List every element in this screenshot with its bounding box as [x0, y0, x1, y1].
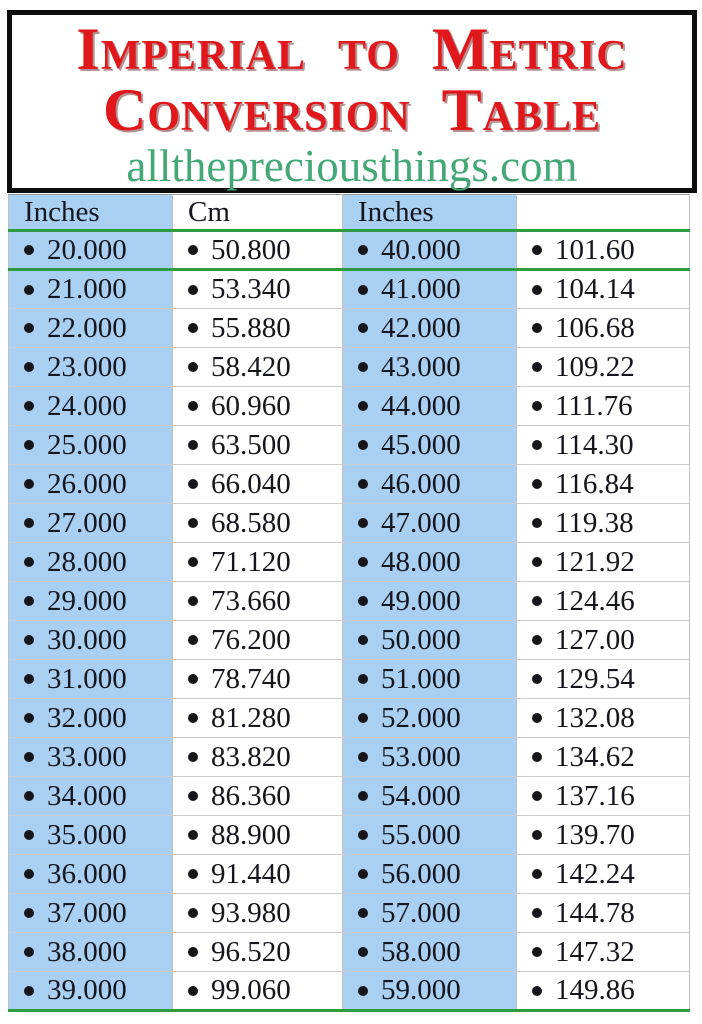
bullet-icon	[24, 830, 34, 840]
cell-inches	[9, 582, 173, 621]
cell-value: 60.960	[211, 389, 291, 422]
table-row	[9, 465, 690, 504]
cell-inches	[343, 894, 517, 933]
bullet-icon	[24, 908, 34, 918]
cell-cm	[517, 231, 690, 270]
bullet-icon	[188, 362, 198, 372]
table-row	[9, 348, 690, 387]
cell-value: 51.000	[381, 662, 461, 695]
bullet-icon	[24, 674, 34, 684]
bullet-icon	[532, 557, 542, 567]
cell-cm	[173, 426, 343, 465]
cell-value: 26.000	[47, 467, 127, 500]
bullet-icon	[532, 830, 542, 840]
column-header-cm-1: Cm	[173, 195, 343, 231]
bullet-icon	[188, 674, 198, 684]
cell-inches	[9, 309, 173, 348]
cell-inches	[343, 543, 517, 582]
cell-cm	[173, 543, 343, 582]
cell-inches	[343, 855, 517, 894]
cell-value: 36.000	[47, 857, 127, 890]
bullet-icon	[532, 285, 542, 295]
cell-cm	[517, 894, 690, 933]
bullet-icon	[24, 479, 34, 489]
cell-value: 139.70	[555, 818, 635, 851]
cell-value: 147.32	[555, 935, 635, 968]
cell-cm	[173, 816, 343, 855]
bullet-icon	[188, 245, 198, 255]
bullet-icon	[358, 285, 368, 295]
cell-cm	[517, 777, 690, 816]
cell-cm	[517, 621, 690, 660]
cell-value: 106.68	[555, 311, 635, 344]
cell-value: 31.000	[47, 662, 127, 695]
table-row	[9, 426, 690, 465]
cell-value: 32.000	[47, 701, 127, 734]
bullet-icon	[24, 362, 34, 372]
cell-cm	[517, 972, 690, 1011]
cell-cm	[173, 699, 343, 738]
cell-value: 119.38	[555, 506, 634, 539]
bullet-icon	[358, 479, 368, 489]
conversion-table	[8, 194, 690, 1012]
cell-value: 24.000	[47, 389, 127, 422]
bullet-icon	[532, 947, 542, 957]
bullet-icon	[358, 440, 368, 450]
bullet-icon	[188, 791, 198, 801]
cell-value: 96.520	[211, 935, 291, 968]
cell-value: 53.340	[211, 273, 291, 305]
bullet-icon	[532, 401, 542, 411]
cell-cm	[173, 504, 343, 543]
cell-value: 101.60	[555, 233, 635, 266]
cell-cm	[173, 972, 343, 1011]
cell-value: 40.000	[381, 233, 461, 266]
bullet-icon	[188, 596, 198, 606]
column-header-blank	[517, 195, 690, 231]
cell-value: 46.000	[381, 467, 461, 500]
cell-value: 144.78	[555, 896, 635, 929]
title-line-1: Imperial to Metric	[76, 16, 628, 82]
cell-cm	[517, 738, 690, 777]
cell-value: 34.000	[47, 779, 127, 812]
cell-inches	[343, 309, 517, 348]
cell-inches	[9, 426, 173, 465]
table-row	[9, 231, 690, 270]
cell-value: 58.420	[211, 350, 291, 383]
cell-inches	[9, 387, 173, 426]
bullet-icon	[24, 713, 34, 723]
cell-inches	[9, 738, 173, 777]
bullet-icon	[24, 986, 34, 996]
cell-value: 109.22	[555, 350, 635, 383]
cell-value: 33.000	[47, 740, 127, 773]
bullet-icon	[188, 401, 198, 411]
cell-cm	[173, 387, 343, 426]
cell-cm	[517, 504, 690, 543]
table-row	[9, 738, 690, 777]
cell-cm	[517, 699, 690, 738]
cell-value: 28.000	[47, 545, 127, 578]
bullet-icon	[188, 518, 198, 528]
cell-value: 132.08	[555, 701, 635, 734]
bullet-icon	[24, 791, 34, 801]
cell-value: 129.54	[555, 662, 635, 695]
cell-cm	[517, 387, 690, 426]
bullet-icon	[24, 518, 34, 528]
bullet-icon	[358, 362, 368, 372]
cell-cm	[517, 465, 690, 504]
cell-cm	[173, 894, 343, 933]
cell-value: 86.360	[211, 779, 291, 812]
cell-value: 121.92	[555, 545, 635, 578]
cell-inches	[9, 504, 173, 543]
bullet-icon	[358, 791, 368, 801]
cell-value: 30.000	[47, 623, 127, 656]
cell-value: 93.980	[211, 896, 291, 929]
column-header-inches-2: Inches	[343, 195, 517, 231]
table-row	[9, 621, 690, 660]
cell-cm	[173, 582, 343, 621]
cell-cm	[517, 660, 690, 699]
bullet-icon	[188, 635, 198, 645]
cell-cm	[517, 933, 690, 972]
cell-cm	[173, 777, 343, 816]
bullet-icon	[532, 245, 542, 255]
cell-value: 44.000	[381, 389, 461, 422]
column-header-inches-0: Inches	[9, 195, 173, 231]
cell-inches	[343, 504, 517, 543]
cell-cm	[173, 309, 343, 348]
cell-value: 48.000	[381, 545, 461, 578]
cell-inches	[343, 582, 517, 621]
cell-inches	[9, 270, 173, 309]
bullet-icon	[358, 674, 368, 684]
cell-value: 42.000	[381, 311, 461, 344]
cell-value: 39.000	[47, 974, 127, 1006]
cell-inches	[9, 543, 173, 582]
cell-value: 78.740	[211, 662, 291, 695]
cell-value: 57.000	[381, 896, 461, 929]
cell-inches	[9, 621, 173, 660]
bullet-icon	[188, 830, 198, 840]
bullet-icon	[358, 830, 368, 840]
bullet-icon	[358, 518, 368, 528]
table-row	[9, 309, 690, 348]
cell-cm	[517, 309, 690, 348]
bullet-icon	[188, 323, 198, 333]
cell-cm	[517, 582, 690, 621]
cell-inches	[343, 660, 517, 699]
cell-inches	[343, 465, 517, 504]
table-row	[9, 387, 690, 426]
cell-value: 91.440	[211, 857, 291, 890]
cell-value: 81.280	[211, 701, 291, 734]
bullet-icon	[24, 557, 34, 567]
bullet-icon	[532, 791, 542, 801]
cell-value: 71.120	[211, 545, 291, 578]
bullet-icon	[532, 908, 542, 918]
cell-cm	[173, 855, 343, 894]
table-row	[9, 270, 690, 309]
cell-value: 25.000	[47, 428, 127, 461]
cell-cm	[517, 543, 690, 582]
bullet-icon	[532, 596, 542, 606]
bullet-icon	[532, 752, 542, 762]
table-row	[9, 543, 690, 582]
cell-inches	[9, 933, 173, 972]
cell-inches	[343, 933, 517, 972]
cell-inches	[343, 231, 517, 270]
cell-value: 83.820	[211, 740, 291, 773]
cell-value: 76.200	[211, 623, 291, 656]
conversion-table-body	[9, 231, 690, 1011]
cell-value: 58.000	[381, 935, 461, 968]
table-row	[9, 582, 690, 621]
cell-value: 50.800	[211, 233, 291, 266]
cell-value: 20.000	[47, 233, 127, 266]
bullet-icon	[24, 869, 34, 879]
bullet-icon	[532, 518, 542, 528]
cell-value: 55.000	[381, 818, 461, 851]
cell-value: 45.000	[381, 428, 461, 461]
bullet-icon	[532, 713, 542, 723]
cell-value: 59.000	[381, 974, 461, 1006]
cell-value: 114.30	[555, 428, 634, 461]
cell-value: 52.000	[381, 701, 461, 734]
bullet-icon	[532, 440, 542, 450]
bullet-icon	[358, 947, 368, 957]
bullet-icon	[358, 752, 368, 762]
cell-inches	[9, 660, 173, 699]
table-row	[9, 855, 690, 894]
cell-inches	[9, 699, 173, 738]
cell-value: 22.000	[47, 311, 127, 344]
cell-value: 53.000	[381, 740, 461, 773]
table-row	[9, 777, 690, 816]
bullet-icon	[188, 908, 198, 918]
bullet-icon	[532, 362, 542, 372]
cell-inches	[343, 699, 517, 738]
bullet-icon	[188, 285, 198, 295]
cell-value: 111.76	[555, 389, 633, 422]
cell-cm	[173, 465, 343, 504]
website-text: allthepreciousthings.com	[126, 141, 578, 191]
cell-inches	[343, 348, 517, 387]
cell-inches	[9, 777, 173, 816]
header-box	[7, 10, 697, 193]
cell-cm	[173, 270, 343, 309]
cell-inches	[343, 270, 517, 309]
cell-cm	[517, 348, 690, 387]
bullet-icon	[532, 674, 542, 684]
cell-inches	[9, 231, 173, 270]
bullet-icon	[358, 596, 368, 606]
header-row	[9, 195, 690, 231]
cell-inches	[343, 816, 517, 855]
cell-cm	[173, 231, 343, 270]
bullet-icon	[358, 323, 368, 333]
bullet-icon	[188, 440, 198, 450]
bullet-icon	[532, 479, 542, 489]
cell-value: 104.14	[555, 273, 635, 305]
cell-cm	[517, 270, 690, 309]
title-line-2: Conversion Table	[102, 77, 602, 143]
bullet-icon	[188, 557, 198, 567]
cell-value: 124.46	[555, 584, 635, 617]
bullet-icon	[188, 947, 198, 957]
bullet-icon	[24, 245, 34, 255]
bullet-icon	[188, 986, 198, 996]
cell-value: 88.900	[211, 818, 291, 851]
cell-value: 21.000	[47, 273, 127, 305]
cell-inches	[343, 777, 517, 816]
cell-inches	[343, 387, 517, 426]
cell-value: 149.86	[555, 974, 635, 1006]
bullet-icon	[24, 635, 34, 645]
bullet-icon	[358, 986, 368, 996]
bullet-icon	[24, 947, 34, 957]
cell-value: 49.000	[381, 584, 461, 617]
cell-value: 37.000	[47, 896, 127, 929]
cell-value: 66.040	[211, 467, 291, 500]
cell-value: 23.000	[47, 350, 127, 383]
table-row	[9, 699, 690, 738]
cell-value: 73.660	[211, 584, 291, 617]
cell-value: 27.000	[47, 506, 127, 539]
cell-inches	[343, 972, 517, 1011]
bullet-icon	[358, 401, 368, 411]
table-row	[9, 933, 690, 972]
bullet-icon	[24, 285, 34, 295]
cell-value: 38.000	[47, 935, 127, 968]
cell-inches	[343, 621, 517, 660]
cell-value: 68.580	[211, 506, 291, 539]
cell-value: 116.84	[555, 467, 634, 500]
bullet-icon	[358, 713, 368, 723]
cell-value: 55.880	[211, 311, 291, 344]
bullet-icon	[188, 869, 198, 879]
cell-value: 43.000	[381, 350, 461, 383]
bullet-icon	[24, 401, 34, 411]
bullet-icon	[24, 596, 34, 606]
bullet-icon	[532, 635, 542, 645]
table-row	[9, 504, 690, 543]
cell-inches	[343, 738, 517, 777]
bullet-icon	[358, 557, 368, 567]
cell-inches	[9, 465, 173, 504]
cell-cm	[173, 660, 343, 699]
cell-value: 63.500	[211, 428, 291, 461]
cell-value: 134.62	[555, 740, 635, 773]
cell-value: 47.000	[381, 506, 461, 539]
table-row	[9, 972, 690, 1011]
cell-cm	[173, 738, 343, 777]
bullet-icon	[358, 635, 368, 645]
cell-value: 142.24	[555, 857, 635, 890]
cell-value: 29.000	[47, 584, 127, 617]
cell-inches	[9, 972, 173, 1011]
cell-cm	[517, 855, 690, 894]
cell-cm	[173, 621, 343, 660]
bullet-icon	[532, 986, 542, 996]
bullet-icon	[188, 752, 198, 762]
cell-value: 54.000	[381, 779, 461, 812]
cell-cm	[517, 426, 690, 465]
table-row	[9, 894, 690, 933]
table-row	[9, 660, 690, 699]
bullet-icon	[24, 752, 34, 762]
cell-inches	[9, 894, 173, 933]
bullet-icon	[358, 245, 368, 255]
bullet-icon	[358, 908, 368, 918]
cell-value: 50.000	[381, 623, 461, 656]
cell-cm	[517, 816, 690, 855]
bullet-icon	[24, 440, 34, 450]
cell-value: 56.000	[381, 857, 461, 890]
cell-value: 127.00	[555, 623, 635, 656]
cell-inches	[9, 348, 173, 387]
bullet-icon	[188, 713, 198, 723]
bullet-icon	[188, 479, 198, 489]
cell-cm	[173, 933, 343, 972]
table-row	[9, 816, 690, 855]
bullet-icon	[532, 869, 542, 879]
cell-value: 41.000	[381, 273, 461, 305]
bullet-icon	[24, 323, 34, 333]
cell-value: 35.000	[47, 818, 127, 851]
cell-inches	[9, 855, 173, 894]
bullet-icon	[532, 323, 542, 333]
cell-cm	[173, 348, 343, 387]
cell-inches	[343, 426, 517, 465]
cell-inches	[9, 816, 173, 855]
bullet-icon	[358, 869, 368, 879]
cell-value: 137.16	[555, 779, 635, 812]
cell-value: 99.060	[211, 974, 291, 1006]
